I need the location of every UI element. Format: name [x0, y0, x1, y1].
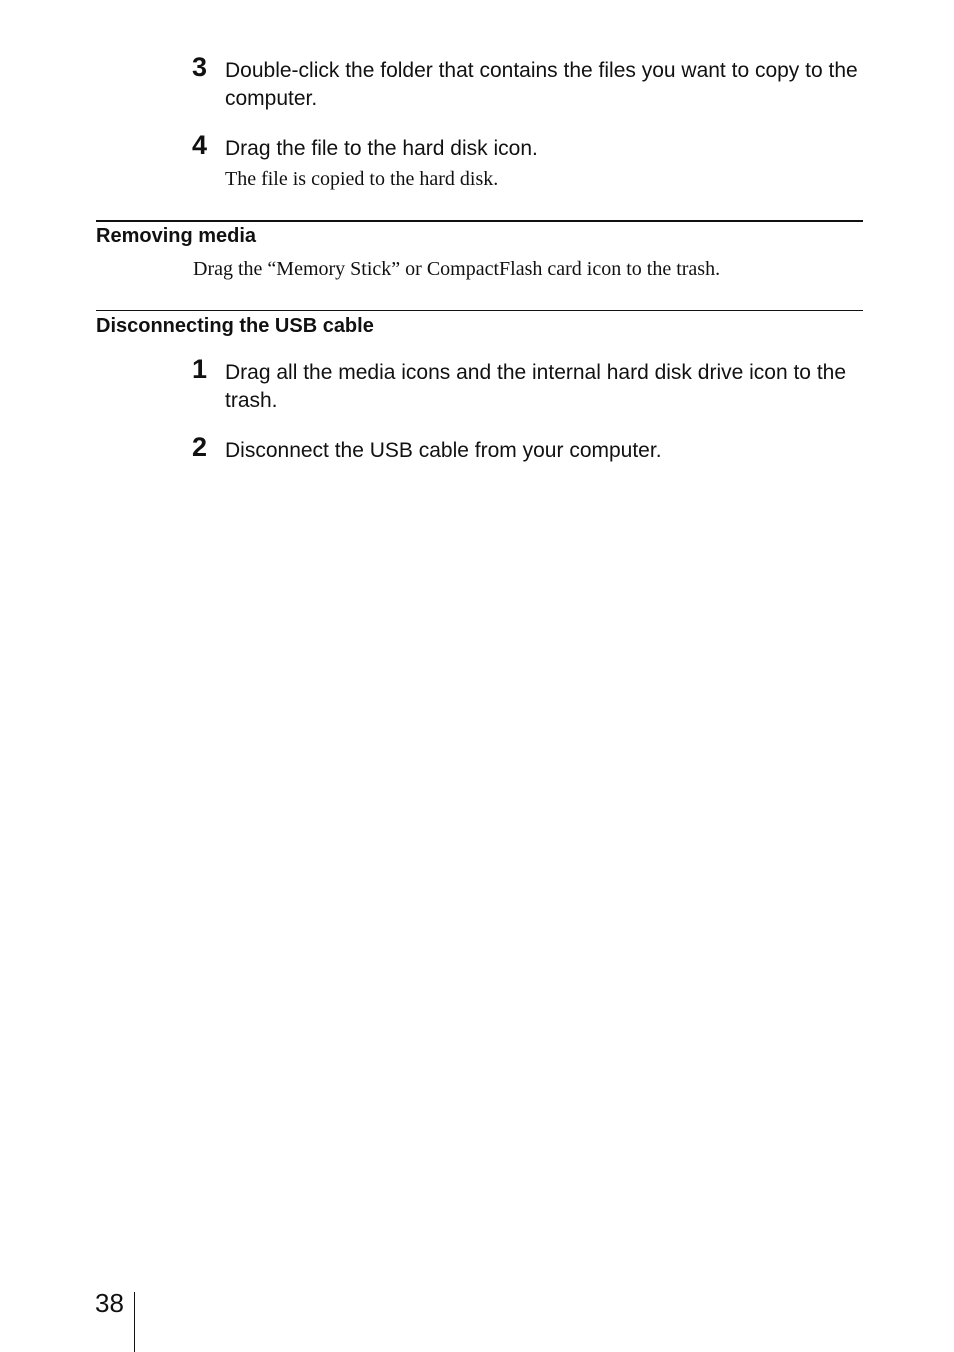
step-4 — [192, 130, 872, 192]
step-2 — [192, 432, 872, 465]
step-number: 2 — [192, 432, 208, 462]
step-text: Disconnect the USB cable from your computer. — [225, 439, 662, 462]
step-text: Drag all the media icons and the internal hard disk drive icon to the trash. — [225, 361, 847, 412]
section-heading-removing-media: Removing media — [96, 225, 257, 247]
page-number: 38 — [95, 1288, 124, 1318]
page-number-bar — [134, 1292, 135, 1352]
step-number: 1 — [192, 354, 208, 384]
step-number: 4 — [192, 130, 208, 160]
removing-media-body: Drag the “Memory Stick” or CompactFlash card icon to the trash. — [193, 258, 721, 280]
step-number: 3 — [192, 52, 208, 82]
section-heading-disconnecting: Disconnecting the USB cable — [96, 315, 374, 337]
step-3 — [192, 52, 872, 113]
step-text: Double-click the folder that contains the files you want to copy to the computer. — [225, 59, 858, 110]
section-divider — [96, 310, 863, 311]
step-text: Drag the file to the hard disk icon. — [225, 137, 538, 160]
step-1 — [192, 354, 872, 415]
section-divider — [96, 220, 863, 222]
step-note: The file is copied to the hard disk. — [225, 168, 499, 190]
